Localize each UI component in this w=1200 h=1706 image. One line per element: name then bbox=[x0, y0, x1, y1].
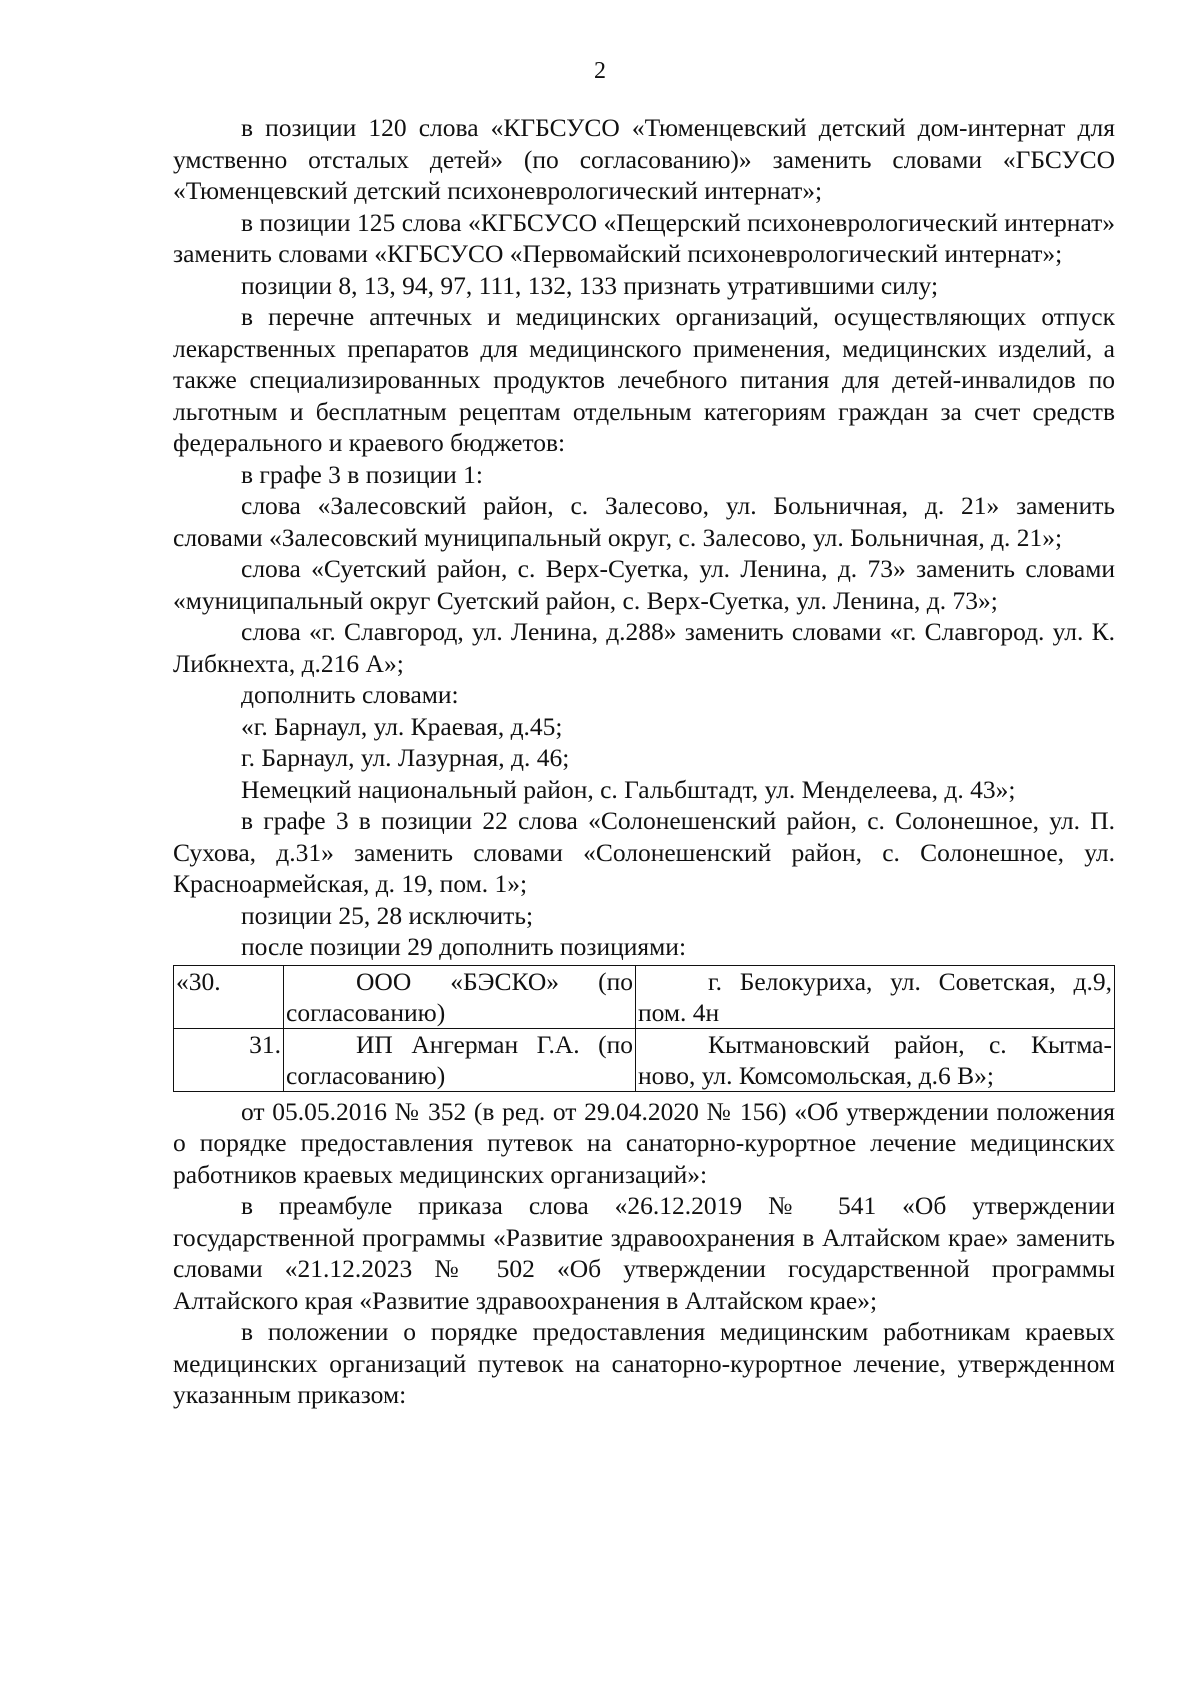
paragraph-zalesovo: слова «Залесовский район, с. Залесово, ул. Больничная, д. 21» заменить словами «Залесовский муниципальный округ, с. Залесово, ул. Больничная, д. 21»; bbox=[173, 491, 1115, 552]
paragraph-positions-exclude: позиции 25, 28 исключить; bbox=[241, 900, 534, 930]
paragraph-regulation: в положении о порядке предоставления медицинским работникам краевых медицинских организаций путевок на санаторно-курортное лечение, утвержденном указанным приказом: bbox=[173, 1317, 1115, 1409]
paragraph-supplement-words: дополнить словами: bbox=[241, 680, 459, 709]
paragraph-slavgorod: слова «г. Славгород, ул. Ленина, д.288» заменить словами «г. Славгород. ул. К. Либкнехта, д.216 А»; bbox=[173, 617, 1115, 678]
address-line-2: пом. 4н bbox=[638, 997, 720, 1027]
address-line-1: г. Белокуриха, ул. Советская, д.9, bbox=[708, 966, 1112, 996]
address-cell bbox=[636, 1028, 1115, 1091]
paragraph-positions-void: позиции 8, 13, 94, 97, 111, 132, 133 признать утратившими силу; bbox=[241, 270, 939, 300]
position-number-cell: 31. bbox=[174, 1028, 284, 1091]
paragraph-column3-position1: в графе 3 в позиции 1: bbox=[241, 459, 483, 489]
paragraph-order-352: от 05.05.2016 № 352 (в ред. от 29.04.2020 № 156) «Об утверждении положения о порядке предоставления путевок на санаторно-курортное лечение медицинских работников краевых медицинских организаций»: bbox=[173, 1096, 1115, 1189]
paragraph-after-position-29: после позиции 29 дополнить позициями: bbox=[241, 932, 687, 961]
organization-name: ООО «БЭСКО» (по bbox=[356, 966, 633, 996]
organization-note: согласованию) bbox=[286, 997, 446, 1027]
address-cell bbox=[636, 965, 1115, 1028]
table-row bbox=[174, 1028, 1115, 1091]
organization-cell bbox=[284, 965, 636, 1028]
position-number-cell: «30. bbox=[174, 965, 284, 1028]
organization-note: согласованию) bbox=[286, 1060, 446, 1090]
page-number: 2 bbox=[594, 58, 606, 84]
paragraph-pharmacy-list: в перечне аптечных и медицинских организаций, осуществляющих отпуск лекарственных препаратов для медицинского применения, медицинских изделий, а также специализированных продуктов лечебного питания для детей-инвалидов по льготным и бесплатным рецептам отдельным категориям граждан за счет средств федерального и краевого бюджетов: bbox=[173, 302, 1115, 457]
organization-cell bbox=[284, 1028, 636, 1091]
address-line-1: Кытмановский район, с. Кытма- bbox=[708, 1029, 1112, 1059]
positions-table bbox=[173, 965, 1115, 1092]
paragraph-barnaul-lazurnaya: г. Барнаул, ул. Лазурная, д. 46; bbox=[241, 743, 570, 772]
paragraph-position-22: в графе 3 в позиции 22 слова «Солонешенский район, с. Солонешное, ул. П. Сухова, д.31» заменить словами «Солонешенский район, с. Солонешное, ул. Красноармейская, д. 19, пом. 1»; bbox=[173, 806, 1115, 898]
document-body bbox=[173, 112, 1115, 1411]
paragraph-suetka: слова «Суетский район, с. Верх-Суетка, ул. Ленина, д. 73» заменить словами «муниципальный округ Суетский район, с. Верх-Суетка, ул. Ленина, д. 73»; bbox=[173, 554, 1115, 615]
paragraph-position-120: в позиции 120 слова «КГБСУСО «Тюменцевский детский дом-интернат для умственно отсталых детей» (по согласованию)» заменить словами «ГБСУСО «Тюменцевский детский психоневрологический интернат»; bbox=[173, 113, 1115, 205]
paragraph-preamble: в преамбуле приказа слова «26.12.2019 № 541 «Об утверждении государственной программы «Развитие здравоохранения в Алтайском крае» заменить словами «21.12.2023 № 502 «Об утверждении государственной программы Алтайского края «Развитие здравоохранения в Алтайском крае»; bbox=[173, 1191, 1115, 1315]
organization-name: ИП Ангерман Г.А. (по bbox=[356, 1029, 633, 1059]
paragraph-barnaul-kraevaya: «г. Барнаул, ул. Краевая, д.45; bbox=[241, 711, 563, 741]
address-line-2: ново, ул. Комсомольская, д.6 В»; bbox=[638, 1060, 994, 1090]
paragraph-galbshtadt: Немецкий национальный район, с. Гальбштадт, ул. Менделеева, д. 43»; bbox=[241, 774, 1016, 804]
table-row bbox=[174, 965, 1115, 1028]
paragraph-position-125: в позиции 125 слова «КГБСУСО «Пещерский психоневрологический интернат» заменить словами «КГБСУСО «Первомайский психоневрологический интернат»; bbox=[173, 207, 1115, 268]
